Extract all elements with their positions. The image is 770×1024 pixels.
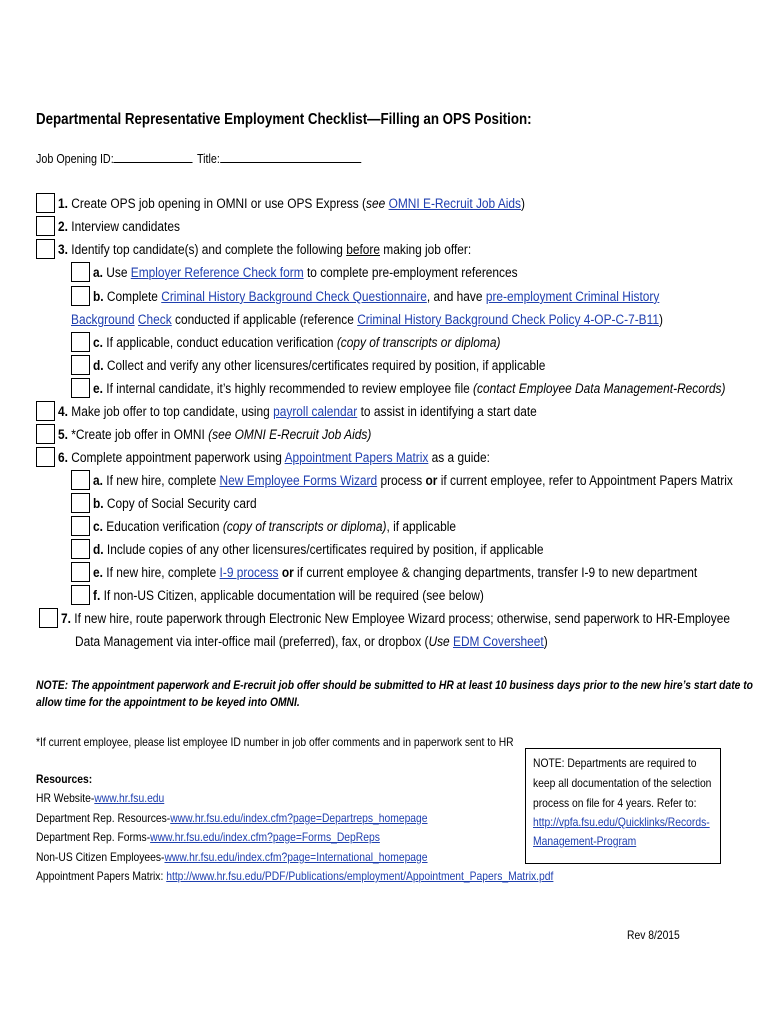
checkbox-3a[interactable] (71, 262, 90, 282)
checkbox-6f[interactable] (71, 585, 90, 605)
checklist-item-3: 3. Identify top candidate(s) and complete the following before making job offer: (58, 242, 472, 258)
i9-process-link[interactable]: I-9 process (219, 565, 279, 581)
background-check-policy-link[interactable]: Criminal History Background Check Policy 4-OP-C-7-B11 (357, 312, 659, 328)
job-opening-label: Job Opening ID: (36, 152, 114, 166)
notebox-link-line-1 (533, 814, 710, 830)
checklist-item-3d: d. Collect and verify any other licensures/certificates required by position, if applicable (93, 358, 546, 374)
notebox-line-2: keep all documentation of the selection (533, 776, 712, 790)
checkbox-3[interactable] (36, 239, 55, 259)
resource-dept-rep-resources: Department Rep. Resources-www.hr.fsu.edu/index.cfm?page=Departreps_homepage (36, 811, 428, 825)
checklist-item-1: 1. Create OPS job opening in OMNI or use OPS Express (see OMNI E-Recruit Job Aids) (58, 196, 526, 212)
checkbox-1[interactable] (36, 193, 55, 213)
notebox-link-line-2 (533, 833, 636, 849)
title-line[interactable] (220, 150, 361, 163)
title-label: Title: (197, 152, 220, 166)
checklist-item-3a: a. Use Employer Reference Check form to complete pre-employment references (93, 265, 518, 281)
checklist-item-6: 6. Complete appointment paperwork using Appointment Papers Matrix as a guide: (58, 450, 490, 466)
checklist-item-7: 7. If new hire, route paperwork through Electronic New Employee Wizard process; otherwise, send paperwork to HR-Employee (61, 611, 731, 627)
checklist-item-3b-cont: Background Check conducted if applicable (reference Criminal History Background Check Policy 4-OP-C-7-B11) (71, 312, 663, 328)
payroll-calendar-link[interactable]: payroll calendar (273, 404, 358, 420)
checklist-item-2: 2. Interview candidates (58, 219, 180, 235)
title-field[interactable] (197, 150, 361, 166)
checkbox-3c[interactable] (71, 332, 90, 352)
job-opening-field[interactable] (36, 150, 193, 166)
checkbox-6d[interactable] (71, 539, 90, 559)
non-us-citizen-link[interactable]: www.hr.fsu.edu/index.cfm?page=International_homepage (164, 850, 428, 864)
resource-dept-rep-forms: Department Rep. Forms-www.hr.fsu.edu/index.cfm?page=Forms_DepReps (36, 830, 380, 844)
footnote: *If current employee, please list employee ID number in job offer comments and in paperwork sent to HR (36, 735, 514, 749)
checkbox-3d[interactable] (71, 355, 90, 375)
note-line-2: allow time for the appointment to be keyed into OMNI. (36, 695, 300, 709)
checklist-item-7-cont: Data Management via inter-office mail (preferred), fax, or dropbox (Use EDM Coversheet) (75, 634, 548, 650)
checklist-item-3c: c. If applicable, conduct education verification (copy of transcripts or diploma) (93, 335, 501, 351)
resource-hr-website: HR Website-www.hr.fsu.edu (36, 791, 165, 805)
checkbox-6a[interactable] (71, 470, 90, 490)
checkbox-5[interactable] (36, 424, 55, 444)
omni-erecruit-link[interactable]: OMNI E-Recruit Job Aids (388, 196, 522, 212)
checklist-item-6a: a. If new hire, complete New Employee Forms Wizard process or if current employee, refer to Appointment Papers Matrix (93, 473, 733, 489)
checklist-item-3b: b. Complete Criminal History Background Check Questionnaire, and have pre-employment Criminal History (93, 289, 660, 305)
checkbox-2[interactable] (36, 216, 55, 236)
checklist-item-3e: e. If internal candidate, it’s highly recommended to review employee file (contact Employee Data Management-Records) (93, 381, 726, 397)
records-management-link-cont[interactable]: Management-Program (533, 834, 637, 848)
pre-employment-check-link[interactable]: pre-employment Criminal History (485, 289, 660, 305)
resources-heading: Resources: (36, 772, 93, 786)
dept-rep-forms-link[interactable]: www.hr.fsu.edu/index.cfm?page=Forms_DepReps (150, 830, 380, 844)
checklist-item-6b: b. Copy of Social Security card (93, 496, 257, 512)
checkbox-6[interactable] (36, 447, 55, 467)
checkbox-7[interactable] (39, 608, 58, 628)
appointment-matrix-pdf-link[interactable]: http://www.hr.fsu.edu/PDF/Publications/employment/Appointment_Papers_Matrix.pdf (166, 869, 554, 883)
checklist-item-6d: d. Include copies of any other licensures/certificates required by position, if applicable (93, 542, 544, 558)
check-link[interactable]: Check (137, 312, 172, 328)
job-opening-line[interactable] (114, 150, 193, 163)
resource-appointment-matrix: Appointment Papers Matrix: http://www.hr.fsu.edu/PDF/Publications/employment/Appointment_Papers_Matrix.pdf (36, 869, 554, 883)
note-line-1: NOTE: The appointment paperwork and E-recruit job offer should be submitted to HR at least 10 business days prior to the new hire’s start date to (36, 678, 753, 692)
notebox-line-1: NOTE: Departments are required to (533, 756, 697, 770)
resource-non-us-citizen: Non-US Citizen Employees-www.hr.fsu.edu/index.cfm?page=International_homepage (36, 850, 428, 864)
appointment-papers-matrix-link[interactable]: Appointment Papers Matrix (284, 450, 429, 466)
checklist-item-6e: e. If new hire, complete I-9 process or if current employee & changing departments, transfer I-9 to new department (93, 565, 698, 581)
background-link[interactable]: Background (71, 312, 135, 328)
records-management-link[interactable]: http://vpfa.fsu.edu/Quicklinks/Records- (533, 815, 710, 829)
revision-label: Rev 8/2015 (627, 928, 680, 942)
checklist-item-4: 4. Make job offer to top candidate, using payroll calendar to assist in identifying a start date (58, 404, 537, 420)
checklist-item-6f: f. If non-US Citizen, applicable documentation will be required (see below) (93, 588, 484, 604)
checklist-item-5: 5. *Create job offer in OMNI (see OMNI E-Recruit Job Aids) (58, 427, 372, 443)
hr-website-link[interactable]: www.hr.fsu.edu (94, 791, 165, 805)
new-employee-forms-wizard-link[interactable]: New Employee Forms Wizard (219, 473, 378, 489)
checkbox-6b[interactable] (71, 493, 90, 513)
dept-rep-resources-link[interactable]: www.hr.fsu.edu/index.cfm?page=Departreps_homepage (170, 811, 428, 825)
edm-coversheet-link[interactable]: EDM Coversheet (453, 634, 544, 650)
checkbox-3b[interactable] (71, 286, 90, 306)
checklist-item-6c: c. Education verification (copy of transcripts or diploma), if applicable (93, 519, 457, 535)
page-title: Departmental Representative Employment Checklist—Filling an OPS Position: (36, 111, 532, 128)
criminal-history-questionnaire-link[interactable]: Criminal History Background Check Questionnaire (161, 289, 427, 305)
notebox-line-3: process on file for 4 years. Refer to: (533, 796, 697, 810)
checkbox-6c[interactable] (71, 516, 90, 536)
checkbox-4[interactable] (36, 401, 55, 421)
checkbox-3e[interactable] (71, 378, 90, 398)
checkbox-6e[interactable] (71, 562, 90, 582)
employer-reference-link[interactable]: Employer Reference Check form (130, 265, 304, 281)
